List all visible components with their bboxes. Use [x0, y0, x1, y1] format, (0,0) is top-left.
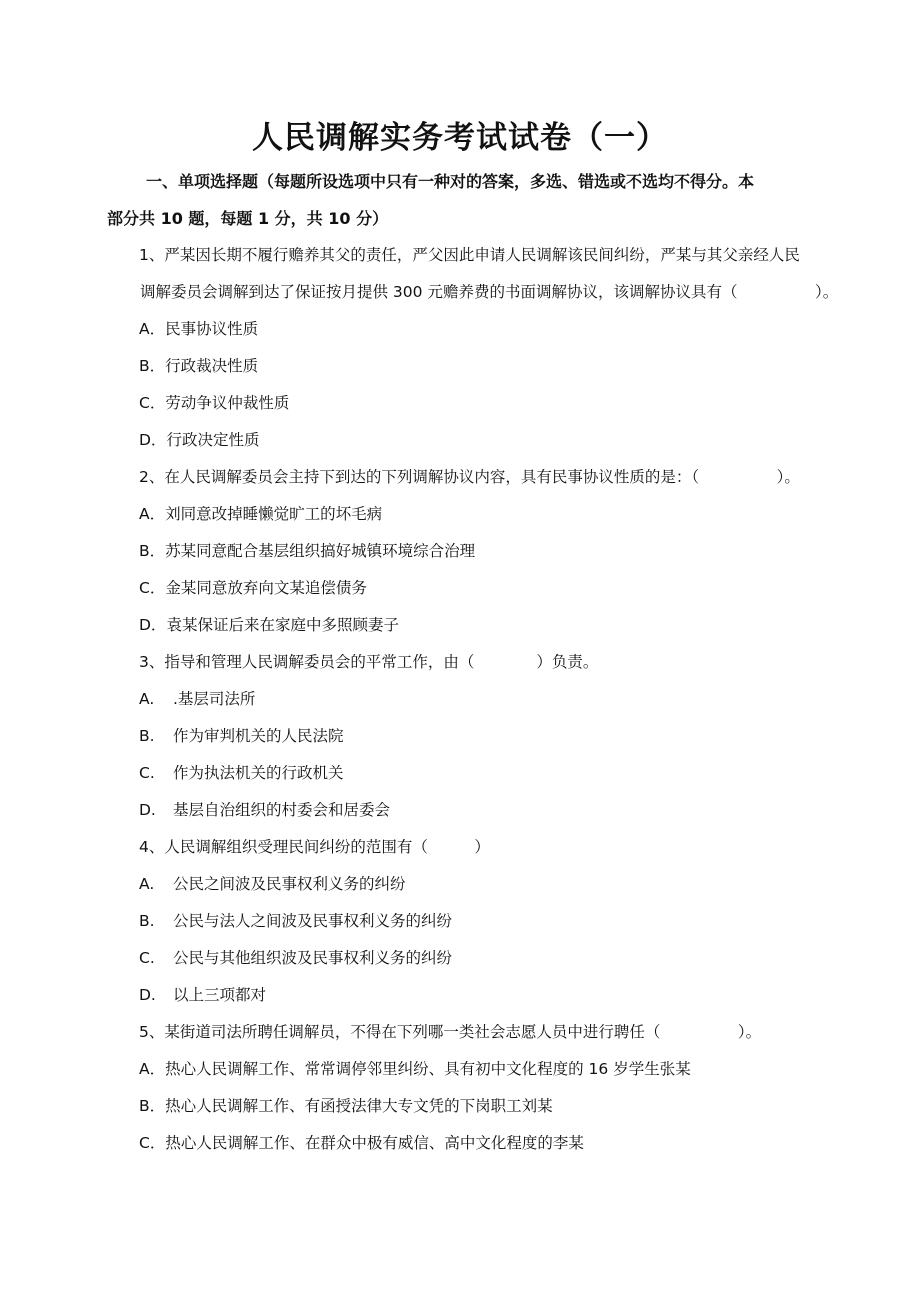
option-text: 热心人民调解工作、在群众中极有威信、高中文化程度的李某 — [165, 1134, 584, 1152]
option-letter: D. — [139, 801, 156, 819]
option-text: 金某同意放弃向文某追偿债务 — [165, 579, 367, 597]
section-heading: 一、单项选择题（每题所设选项中只有一种对的答案，多选、错选或不选均不得分。本 — [146, 172, 755, 191]
option-letter: A. — [139, 875, 155, 893]
option-letter: A． — [139, 320, 166, 338]
question-2 — [0, 459, 920, 644]
option-letter: D． — [139, 616, 167, 634]
question-list — [0, 237, 920, 1162]
question-1 — [0, 237, 920, 459]
answer-option — [0, 570, 920, 607]
option-text: 作为执法机关的行政机关 — [173, 764, 344, 782]
option-text: 公民之间波及民事权利义务的纠纷 — [173, 875, 406, 893]
document-title: 人民调解实务考试试卷（一） — [252, 120, 668, 156]
question-text: 5、某街道司法所聘任调解员，不得在下列哪一类社会志愿人员中进行聘任（ ）。 — [139, 1023, 762, 1041]
answer-option — [0, 792, 920, 829]
option-text: 行政裁决性质 — [165, 357, 259, 375]
option-letter: D． — [139, 431, 167, 449]
answer-option — [0, 977, 920, 1014]
answer-option — [0, 755, 920, 792]
option-text: 以上三项都对 — [173, 986, 267, 1004]
option-letter: B. — [139, 727, 155, 745]
answer-option — [0, 533, 920, 570]
answer-option — [0, 385, 920, 422]
option-text: 劳动争议仲裁性质 — [165, 394, 290, 412]
option-text: 热心人民调解工作、有函授法律大专文凭的下岗职工刘某 — [165, 1097, 553, 1115]
answer-option — [0, 903, 920, 940]
answer-option — [0, 496, 920, 533]
option-letter: C． — [139, 1134, 166, 1152]
option-text: 公民与其他组织波及民事权利义务的纠纷 — [173, 949, 453, 967]
answer-option — [0, 348, 920, 385]
option-letter: A． — [139, 505, 166, 523]
question-text: 调解委员会调解到达了保证按月提供 300 元赡养费的书面调解协议，该调解协议具有（ ）。 — [140, 283, 839, 301]
option-text: 作为审判机关的人民法院 — [173, 727, 344, 745]
answer-option — [0, 1088, 920, 1125]
option-letter: A. — [139, 690, 155, 708]
question-3 — [0, 644, 920, 829]
question-4 — [0, 829, 920, 1014]
option-letter: C． — [139, 579, 166, 597]
answer-option — [0, 607, 920, 644]
answer-option — [0, 718, 920, 755]
option-letter: C. — [139, 764, 155, 782]
answer-option — [0, 940, 920, 977]
question-text: 4、人民调解组织受理民间纠纷的范围有（ ） — [139, 838, 490, 856]
option-letter: A． — [139, 1060, 166, 1078]
option-letter: D. — [139, 986, 156, 1004]
answer-option — [0, 1125, 920, 1162]
option-letter: B． — [139, 542, 166, 560]
question-text: 2、在人民调解委员会主持下到达的下列调解协议内容，具有民事协议性质的是：（ ）。 — [139, 468, 800, 486]
answer-option — [0, 681, 920, 718]
exam-body — [0, 163, 920, 1162]
option-text: 行政决定性质 — [166, 431, 260, 449]
question-text: 1、严某因长期不履行赡养其父的责任，严父因此申请人民调解该民间纠纷，严某与其父亲经人民 — [139, 246, 800, 264]
option-text: 热心人民调解工作、常常调停邻里纠纷、具有初中文化程度的 16 岁学生张某 — [165, 1060, 691, 1078]
answer-option — [0, 422, 920, 459]
option-text: 苏某同意配合基层组织搞好城镇环境综合治理 — [165, 542, 476, 560]
option-text: 基层自治组织的村委会和居委会 — [173, 801, 391, 819]
option-text: 袁某保证后来在家庭中多照顾妻子 — [166, 616, 399, 634]
option-letter: C. — [139, 949, 155, 967]
option-text: 民事协议性质 — [165, 320, 259, 338]
option-letter: C． — [139, 394, 166, 412]
option-letter: B. — [139, 912, 155, 930]
question-5 — [0, 1014, 920, 1162]
answer-option — [0, 866, 920, 903]
option-text: .基层司法所 — [173, 690, 256, 708]
question-text: 3、指导和管理人民调解委员会的平常工作，由（ ）负责。 — [139, 653, 599, 671]
option-text: 刘同意改掉睡懒觉旷工的坏毛病 — [165, 505, 383, 523]
option-text: 公民与法人之间波及民事权利义务的纠纷 — [173, 912, 453, 930]
section-heading-continued: 部分共 10 题，每题 1 分，共 10 分） — [107, 209, 389, 228]
option-letter: B． — [139, 357, 166, 375]
answer-option — [0, 311, 920, 348]
answer-option — [0, 1051, 920, 1088]
option-letter: B． — [139, 1097, 166, 1115]
